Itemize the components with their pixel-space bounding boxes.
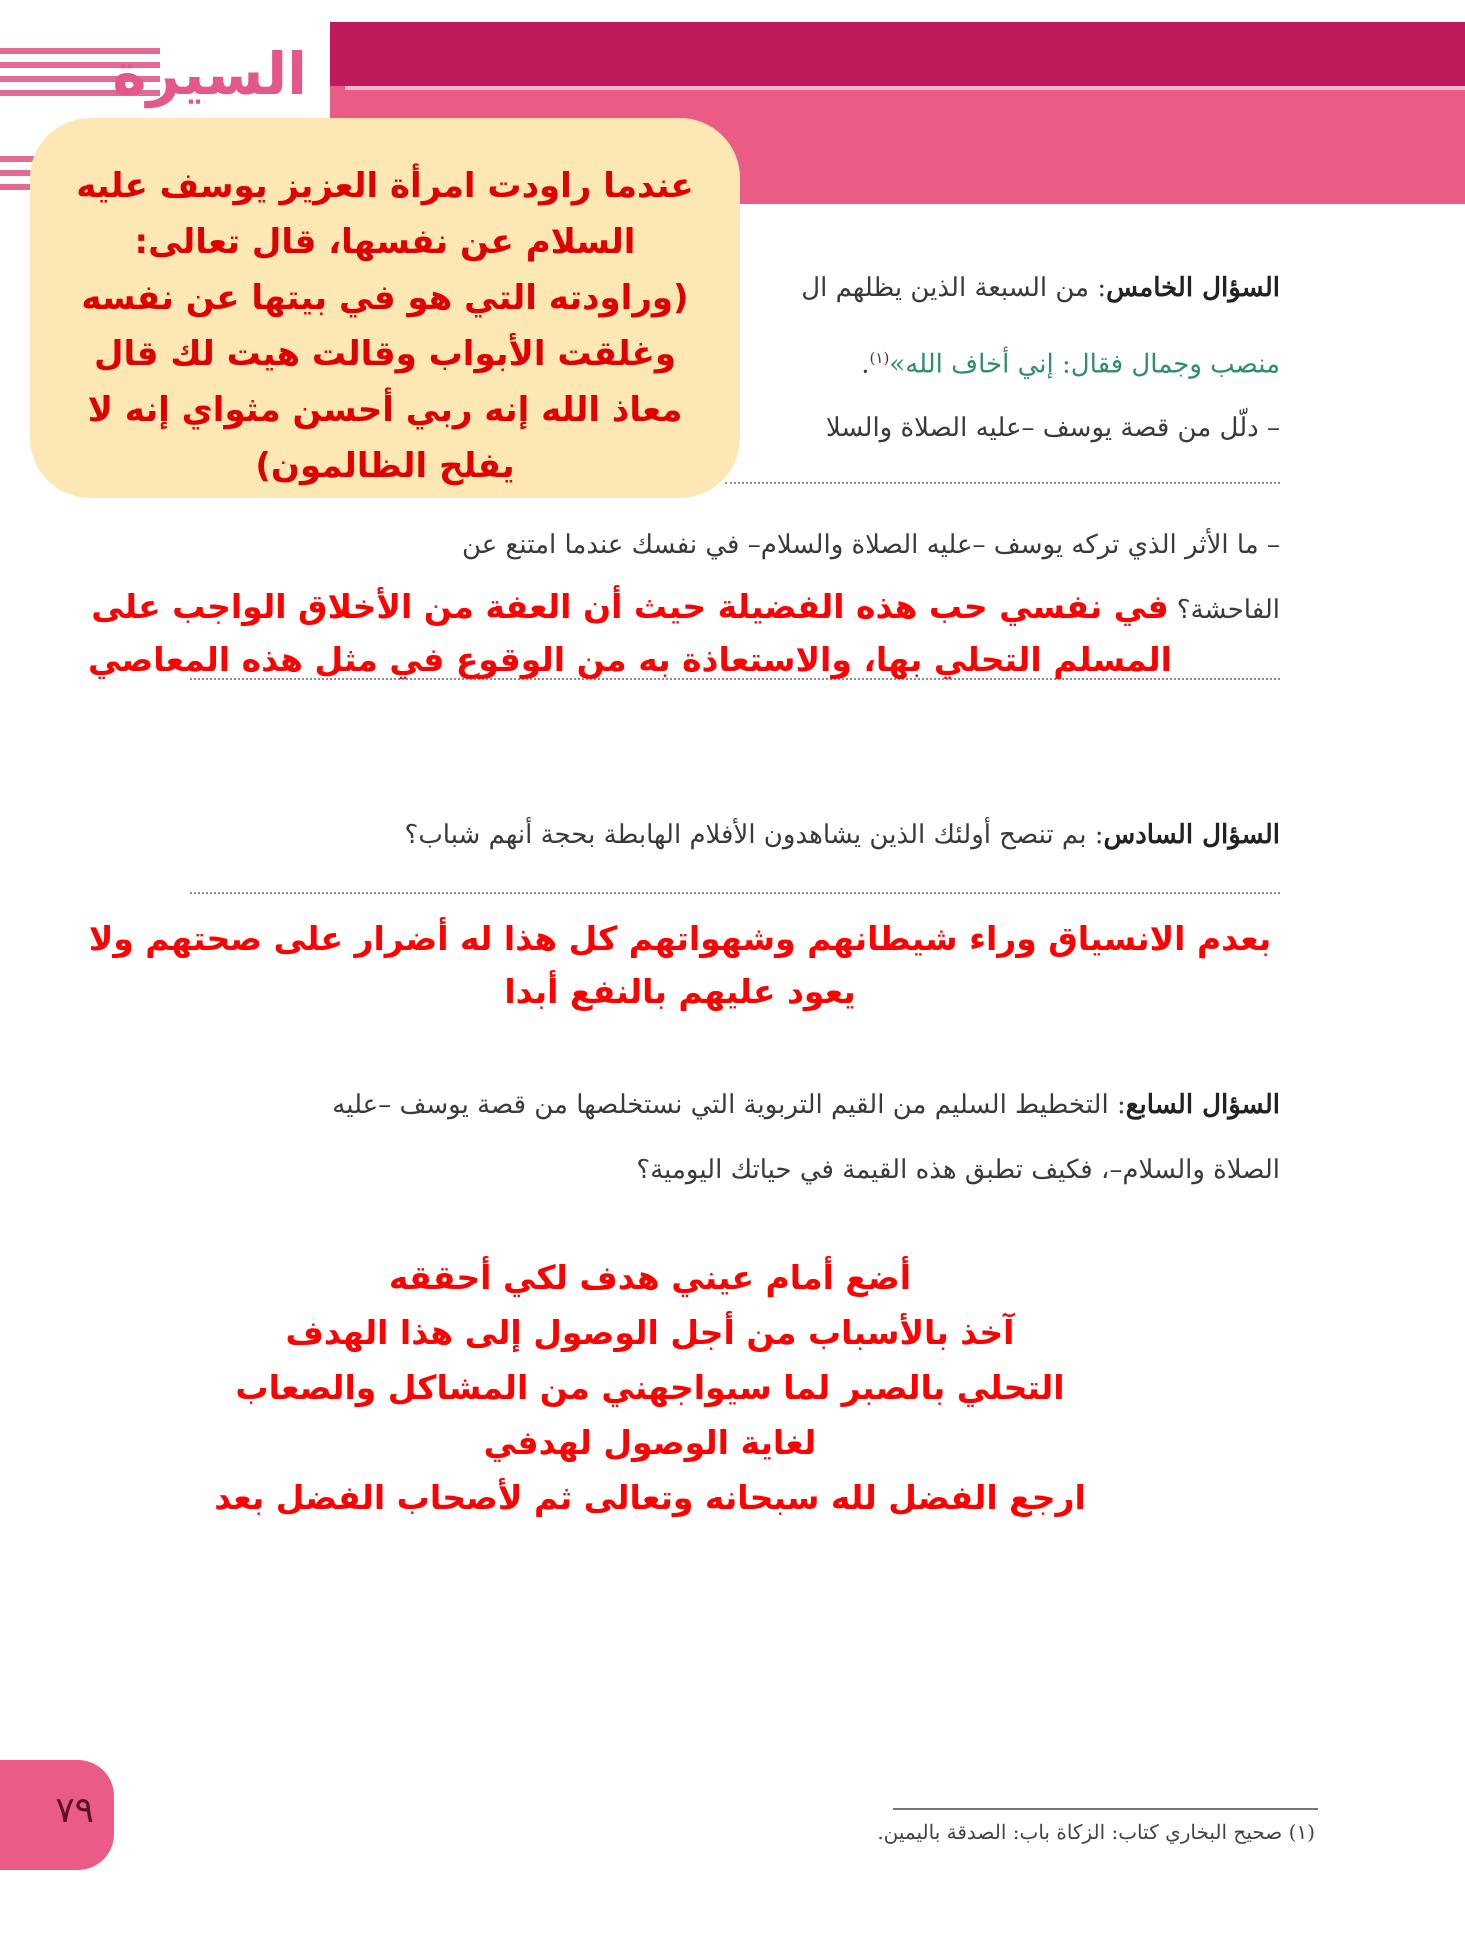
q7-answer-item: آخذ بالأسباب من أجل الوصول إلى هذا الهدف: [285, 1313, 1015, 1352]
q7-label: السؤال السابع: [1125, 1090, 1280, 1120]
q5-sub2-line2: الفاحشة؟: [1176, 595, 1280, 625]
q6-answer: [70, 912, 1290, 1018]
footnote: (١) صحيح البخاري كتاب: الزكاة باب: الصدقة باليمين.: [877, 1820, 1315, 1844]
q5-sub1: – دلّل من قصة يوسف –عليه الصلاة والسلا: [825, 413, 1280, 443]
q7-answer: [150, 1250, 1150, 1525]
callout-text: عندما راودت امرأة العزيز يوسف عليه السلام عن نفسها، قال تعالى: (وراودته التي هو في بيتها عن نفسه وغلقت الأبواب وقالت هيت لك قال معاذ الله إنه ربي أحسن مثواي إنه لا يفلح الظالمون): [76, 166, 694, 486]
section-logo: [0, 40, 315, 120]
q6-text: : بم تنصح أولئك الذين يشاهدون الأفلام الهابطة بحجة أنهم شباب؟: [404, 820, 1104, 850]
page-number-badge: [0, 1760, 114, 1870]
q5-answer: [80, 580, 1180, 686]
answer-line: [190, 892, 1280, 894]
q5-line2: [861, 338, 1280, 385]
q7-answer-item: لغاية الوصول لهدفي: [483, 1423, 817, 1462]
q5-label: السؤال الخامس: [1106, 273, 1280, 303]
q5-period: .: [861, 349, 870, 380]
q6-label: السؤال السادس: [1103, 820, 1280, 850]
q7-answer-item: أضع أمام عيني هدف لكي أحققه: [388, 1258, 912, 1297]
header-divider: [345, 86, 1465, 90]
q5-sub2-line1: – ما الأثر الذي تركه يوسف –عليه الصلاة والسلام– في نفسك عندما امتنع عن: [461, 530, 1280, 560]
q6-prompt: [405, 815, 1280, 855]
answer-line: [725, 482, 1280, 484]
q7-answer-item: التحلي بالصبر لما سيواجهني من المشاكل والصعاب: [235, 1368, 1065, 1407]
q5-footnote-ref: (١): [869, 349, 890, 367]
q7-answer-item: ارجع الفضل لله سبحانه وتعالى ثم لأصحاب الفضل بعد: [214, 1478, 1086, 1517]
q7-prompt-line1: [332, 1085, 1280, 1125]
q5-answer-line2: المسلم التحلي بها، والاستعاذة به من الوقوع في مثل هذه المعاصي: [88, 640, 1172, 679]
quran-callout: [30, 118, 740, 498]
q6-answer-line2: يعود عليهم بالنفع أبدا: [504, 972, 856, 1011]
q5-text: : من السبعة الذين يظلهم ال: [801, 273, 1107, 303]
q6-answer-line1: بعدم الانسياق وراء شيطانهم وشهواتهم كل هذا له أضرار على صحتهم ولا: [88, 919, 1272, 958]
q5-answer-line1: في نفسي حب هذه الفضيلة حيث أن العفة من الأخلاق الواجب على: [91, 587, 1169, 626]
q7-prompt-line2: الصلاة والسلام–، فكيف تطبق هذه القيمة في حياتك اليومية؟: [636, 1155, 1280, 1185]
footnote-divider: [893, 1808, 1318, 1810]
header-top-band: [330, 22, 1465, 86]
q5-hadith: منصب وجمال فقال: إني أخاف الله»: [889, 349, 1280, 380]
logo-text: السيرة: [112, 40, 307, 108]
q7-text-1: : التخطيط السليم من القيم التربوية التي نستخلصها من قصة يوسف –عليه: [332, 1090, 1126, 1120]
q5-prompt: [801, 268, 1280, 308]
page-number: ٧٩: [55, 1790, 94, 1831]
